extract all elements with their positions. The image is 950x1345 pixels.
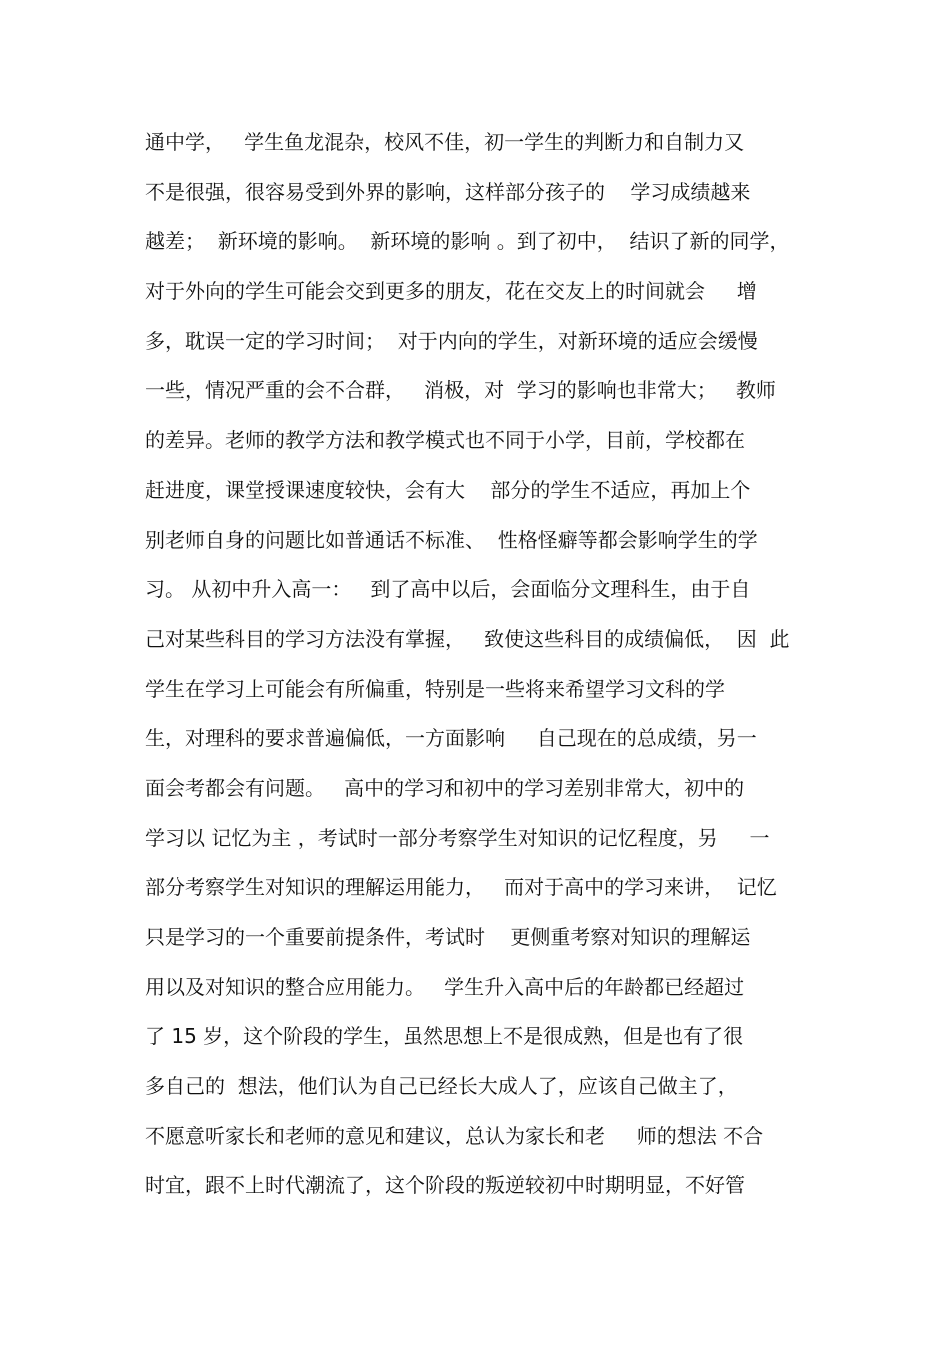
text-line: 只是学习的一个重要前提条件，考试时 更侧重考察对知识的理解运 <box>145 925 751 949</box>
text-line: 面会考都会有问题。 高中的学习和初中的学习差别非常大，初中的 <box>145 775 745 800</box>
text-line: 学习以 记忆为主 ，考试时一部分考察学生对知识的记忆程度，另 一 <box>145 825 770 850</box>
text-line: 的差异。老师的教学方法和教学模式也不同于小学，目前，学校都在 <box>145 428 745 453</box>
text-line: 习。 从初中升入高一： 到了高中以后，会面临分文理科生，由于自 <box>145 577 751 602</box>
text-line: 一些，情况严重的会不合群， 消极，对 学习的影响也非常大； 教师 <box>145 378 776 403</box>
text-line: 通中学， 学生鱼龙混杂，校风不佳，初一学生的判断力和自制力又 <box>145 130 745 154</box>
text-line: 学生在学习上可能会有所偏重，特别是一些将来希望学习文科的学 <box>145 676 725 701</box>
text-line: 己对某些科目的学习方法没有掌握， 致使这些科目的成绩偏低， 因 此 <box>145 626 790 651</box>
text-line: 时宜，跟不上时代潮流了，这个阶段的叛逆较初中时期明显，不好管 <box>145 1173 745 1198</box>
body-text <box>145 118 810 1211</box>
text-line: 越差； 新环境的影响。 新环境的影响 。到了初中， 结识了新的同学， <box>145 229 790 254</box>
text-line: 赶进度，课堂授课速度较快，会有大 部分的学生不适应，再加上个 <box>145 477 751 502</box>
text-line: 多，耽误一定的学习时间； 对于内向的学生，对新环境的适应会缓慢 <box>145 328 758 353</box>
text-line: 了 15 岁，这个阶段的学生，虽然思想上不是很成熟，但是也有了很 <box>145 1024 744 1049</box>
text-line: 对于外向的学生可能会交到更多的朋友，花在交友上的时间就会 增 <box>145 279 757 304</box>
text-line: 生，对理科的要求普遍偏低，一方面影响 自己现在的总成绩，另一 <box>145 726 757 751</box>
text-line: 不是很强，很容易受到外界的影响，这样部分孩子的 学习成绩越来 <box>145 179 751 204</box>
text-line: 部分考察学生对知识的理解运用能力， 而对于高中的学习来讲， 记忆 <box>145 875 777 900</box>
text-line: 用以及对知识的整合应用能力。 学生升入高中后的年龄都已经超过 <box>145 974 745 999</box>
text-line: 多自己的 想法，他们认为自己已经长大成人了，应该自己做主了， <box>145 1074 738 1099</box>
text-line: 别老师自身的问题比如普通话不标准、 性格怪癖等都会影响学生的学 <box>145 527 758 552</box>
text-line: 不愿意听家长和老师的意见和建议，总认为家长和老 师的想法 不合 <box>145 1123 764 1148</box>
